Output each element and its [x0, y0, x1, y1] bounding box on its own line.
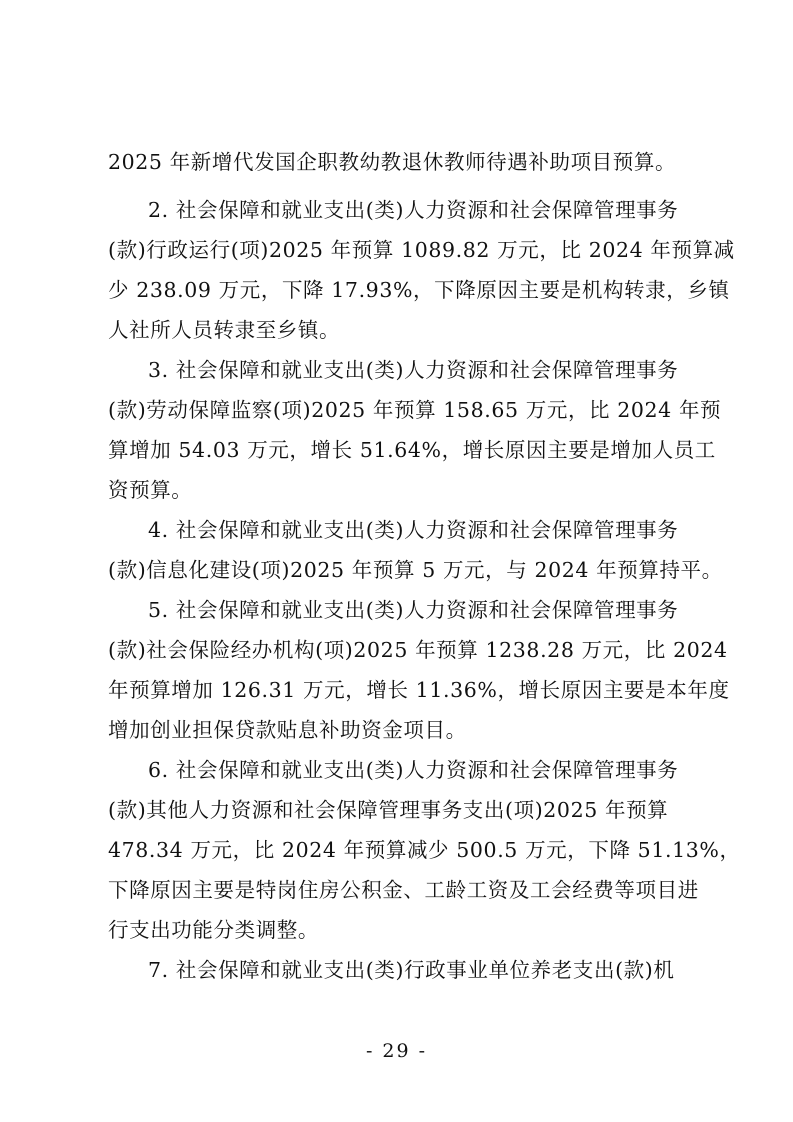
text-line-7: (款)劳动保障监察(项)2025 年预算 158.65 万元，比 2024 年预 [108, 398, 722, 422]
text-line-20: 行支出功能分类调整。 [108, 918, 319, 942]
page-number: - 29 - [365, 1040, 428, 1062]
text-line-15: 增加创业担保贷款贴息补助资金项目。 [108, 718, 467, 742]
text-line-4: 少 238.09 万元，下降 17.93%，下降原因主要是机构转隶，乡镇 [108, 278, 730, 302]
text-line-5: 人社所人员转隶至乡镇。 [108, 318, 341, 342]
text-line-1: 2025 年新增代发国企职教幼教退休教师待遇补助项目预算。 [108, 150, 677, 174]
text-line-17: (款)其他人力资源和社会保障管理事务支出(项)2025 年预算 [108, 798, 669, 822]
text-line-19: 下降原因主要是特岗住房公积金、工龄工资及工会经费等项目进 [108, 878, 699, 902]
text-line-9: 资预算。 [108, 478, 193, 502]
text-line-6: 3. 社会保障和就业支出(类)人力资源和社会保障管理事务 [148, 358, 679, 382]
text-line-21: 7. 社会保障和就业支出(类)行政事业单位养老支出(款)机 [148, 958, 675, 982]
text-line-11: (款)信息化建设(项)2025 年预算 5 万元，与 2024 年预算持平。 [108, 558, 723, 582]
text-line-16: 6. 社会保障和就业支出(类)人力资源和社会保障管理事务 [148, 758, 679, 782]
text-line-8: 算增加 54.03 万元，增长 51.64%，增长原因主要是增加人员工 [108, 438, 716, 462]
text-line-10: 4. 社会保障和就业支出(类)人力资源和社会保障管理事务 [148, 518, 679, 542]
text-line-18: 478.34 万元，比 2024 年预算减少 500.5 万元，下降 51.13%， [108, 838, 741, 862]
text-line-3: (款)行政运行(项)2025 年预算 1089.82 万元，比 2024 年预算减 [108, 238, 735, 262]
text-line-14: 年预算增加 126.31 万元，增长 11.36%，增长原因主要是本年度 [108, 678, 730, 702]
text-line-13: (款)社会保险经办机构(项)2025 年预算 1238.28 万元，比 2024 [108, 638, 728, 662]
text-line-12: 5. 社会保障和就业支出(类)人力资源和社会保障管理事务 [148, 598, 679, 622]
text-line-2: 2. 社会保障和就业支出(类)人力资源和社会保障管理事务 [148, 198, 679, 222]
